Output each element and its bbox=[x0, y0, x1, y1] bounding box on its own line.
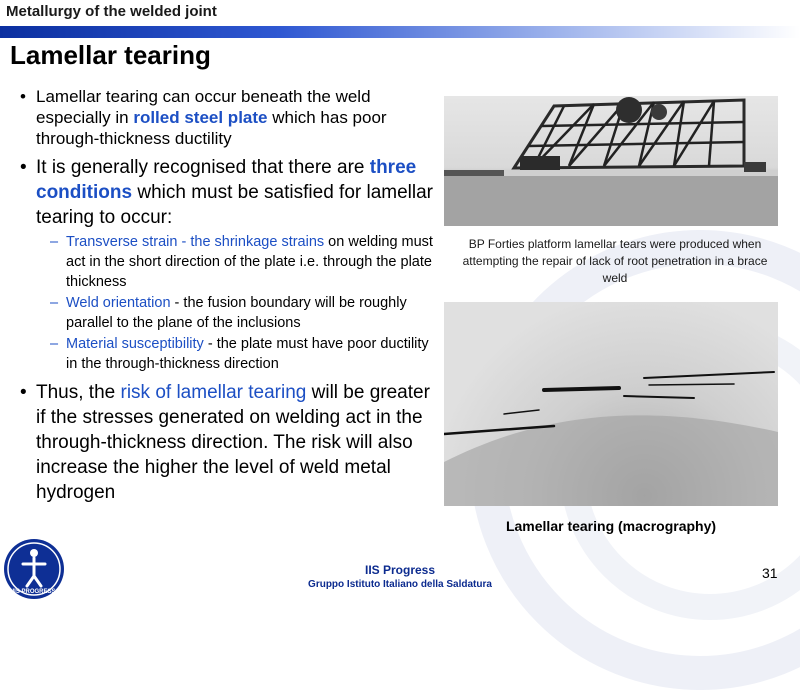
footer-org-full-name: Gruppo Istituto Italiano della Saldatura bbox=[308, 579, 492, 590]
bullet-2: • It is generally recognised that there are three conditions which must be satisfied for lamellar tearing to occur: – Transverse strain - the shrinkage strains on welding must act in the short direction of the plate i.e. through the plate thickness – Weld orientation - the fusion boundary will be roughly parallel to the plane of the inclusions – Material susceptibility - the plate must have poor ductility in the through-thickness direction bbox=[18, 155, 436, 374]
platform-photo-illustration bbox=[444, 96, 778, 226]
bullet-list bbox=[18, 86, 436, 511]
condition-item: – Weld orientation - the fusion boundary will be roughly parallel to the plane of the inclusions bbox=[36, 293, 436, 333]
iis-progress-logo bbox=[3, 538, 65, 600]
footer-org-name: IIS Progress bbox=[364, 563, 436, 577]
page-number: 31 bbox=[762, 565, 778, 581]
header-rule bbox=[0, 26, 800, 38]
macrography-caption: Lamellar tearing (macrography) bbox=[505, 518, 717, 534]
condition-item: – Material susceptibility - the plate must have poor ductility in the through-thickness direction bbox=[36, 334, 436, 374]
macrography-photo bbox=[444, 302, 778, 506]
platform-photo bbox=[444, 96, 778, 226]
bullet-3: • Thus, the risk of lamellar tearing will be greater if the stresses generated on welding act in the through-thickness direction. The risk will also increase the higher the level of weld metal hydrogen bbox=[18, 380, 436, 505]
conditions-list bbox=[36, 232, 436, 374]
bullet-1: • Lamellar tearing can occur beneath the weld especially in rolled steel plate which has poor through-thickness ductility bbox=[18, 86, 436, 149]
highlight-risk: risk of lamellar tearing bbox=[120, 382, 307, 403]
logo-text: IIS PROGRESS bbox=[12, 589, 56, 595]
macrography-illustration bbox=[444, 302, 778, 506]
highlight-rolled-steel-plate: rolled steel plate bbox=[133, 108, 268, 127]
slide-title: Lamellar tearing bbox=[10, 40, 211, 70]
header-title: Metallurgy of the welded joint bbox=[6, 3, 217, 20]
condition-item: – Transverse strain - the shrinkage strains on welding must act in the short direction of the plate i.e. through the plate thickness bbox=[36, 232, 436, 292]
platform-photo-caption: BP Forties platform lamellar tears were produced when attempting the repair of lack of root penetration in a brace weld bbox=[462, 237, 768, 285]
highlight-three-conditions: three conditions bbox=[36, 157, 417, 203]
